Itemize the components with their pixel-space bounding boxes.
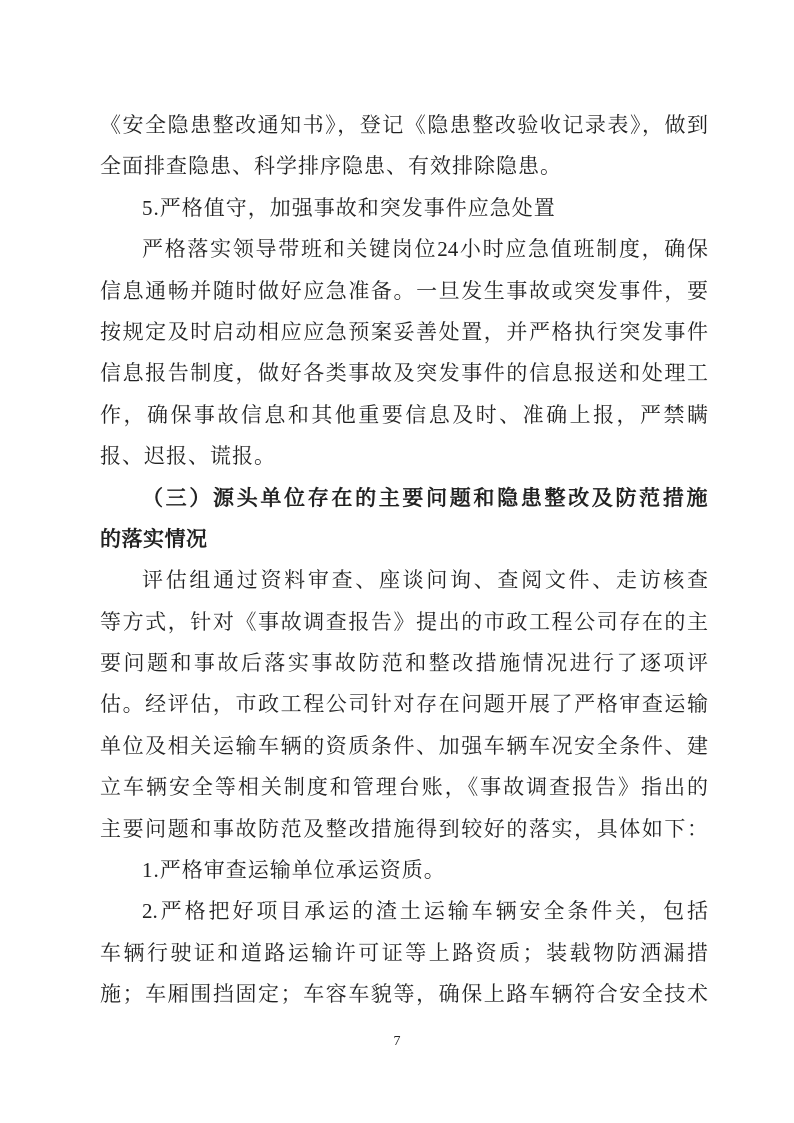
text-line: 严格落实领导带班和关键岗位24小时应急值班制度，确保 <box>142 237 708 262</box>
list-item-line: 2.严格把好项目承运的渣土运输车辆安全条件关，包括 <box>142 899 708 924</box>
text-line: 《安全隐患整改通知书》，登记《隐患整改验收记录表》，做到 <box>100 113 708 137</box>
text-line: 单位及相关运输车辆的资质条件、加强车辆车况安全条件、建 <box>100 733 708 758</box>
subheading-line: 5.严格值守，加强事故和突发事件应急处置 <box>142 195 556 220</box>
text-line: 立车辆安全等相关制度和管理台账，《事故调查报告》指出的 <box>100 775 708 800</box>
text-line: 主要问题和事故防范及整改措施得到较好的落实，具体如下： <box>100 816 708 841</box>
text-line: 按规定及时启动相应应急预案妥善处置，并严格执行突发事件 <box>100 319 708 344</box>
text-line: 等方式，针对《事故调查报告》提出的市政工程公司存在的主 <box>100 609 708 634</box>
section-heading-line: （三）源头单位存在的主要问题和隐患整改及防范措施 <box>142 485 708 510</box>
text-line: 评估组通过资料审查、座谈问询、查阅文件、走访核查 <box>142 568 708 593</box>
document-body <box>100 105 708 1016</box>
section-heading-line: 的落实情况 <box>100 526 208 551</box>
text-line: 信息通畅并随时做好应急准备。一旦发生事故或突发事件，要 <box>100 278 708 303</box>
page-number: 7 <box>393 1034 401 1049</box>
text-line: 施；车厢围挡固定；车容车貌等，确保上路车辆符合安全技术 <box>100 982 708 1007</box>
text-line: 估。经评估，市政工程公司针对存在问题开展了严格审查运输 <box>100 692 708 717</box>
text-line: 信息报告制度，做好各类事故及突发事件的信息报送和处理工 <box>100 361 708 386</box>
list-item-line: 1.严格审查运输单位承运资质。 <box>142 858 446 883</box>
text-line: 车辆行驶证和道路运输许可证等上路资质；装载物防洒漏措 <box>100 940 708 965</box>
text-line: 作，确保事故信息和其他重要信息及时、准确上报，严禁瞒 <box>100 402 708 427</box>
text-line: 要问题和事故后落实事故防范和整改措施情况进行了逐项评 <box>100 651 708 676</box>
text-line: 全面排查隐患、科学排序隐患、有效排除隐患。 <box>100 154 562 179</box>
text-line: 报、迟报、谎报。 <box>100 444 276 469</box>
